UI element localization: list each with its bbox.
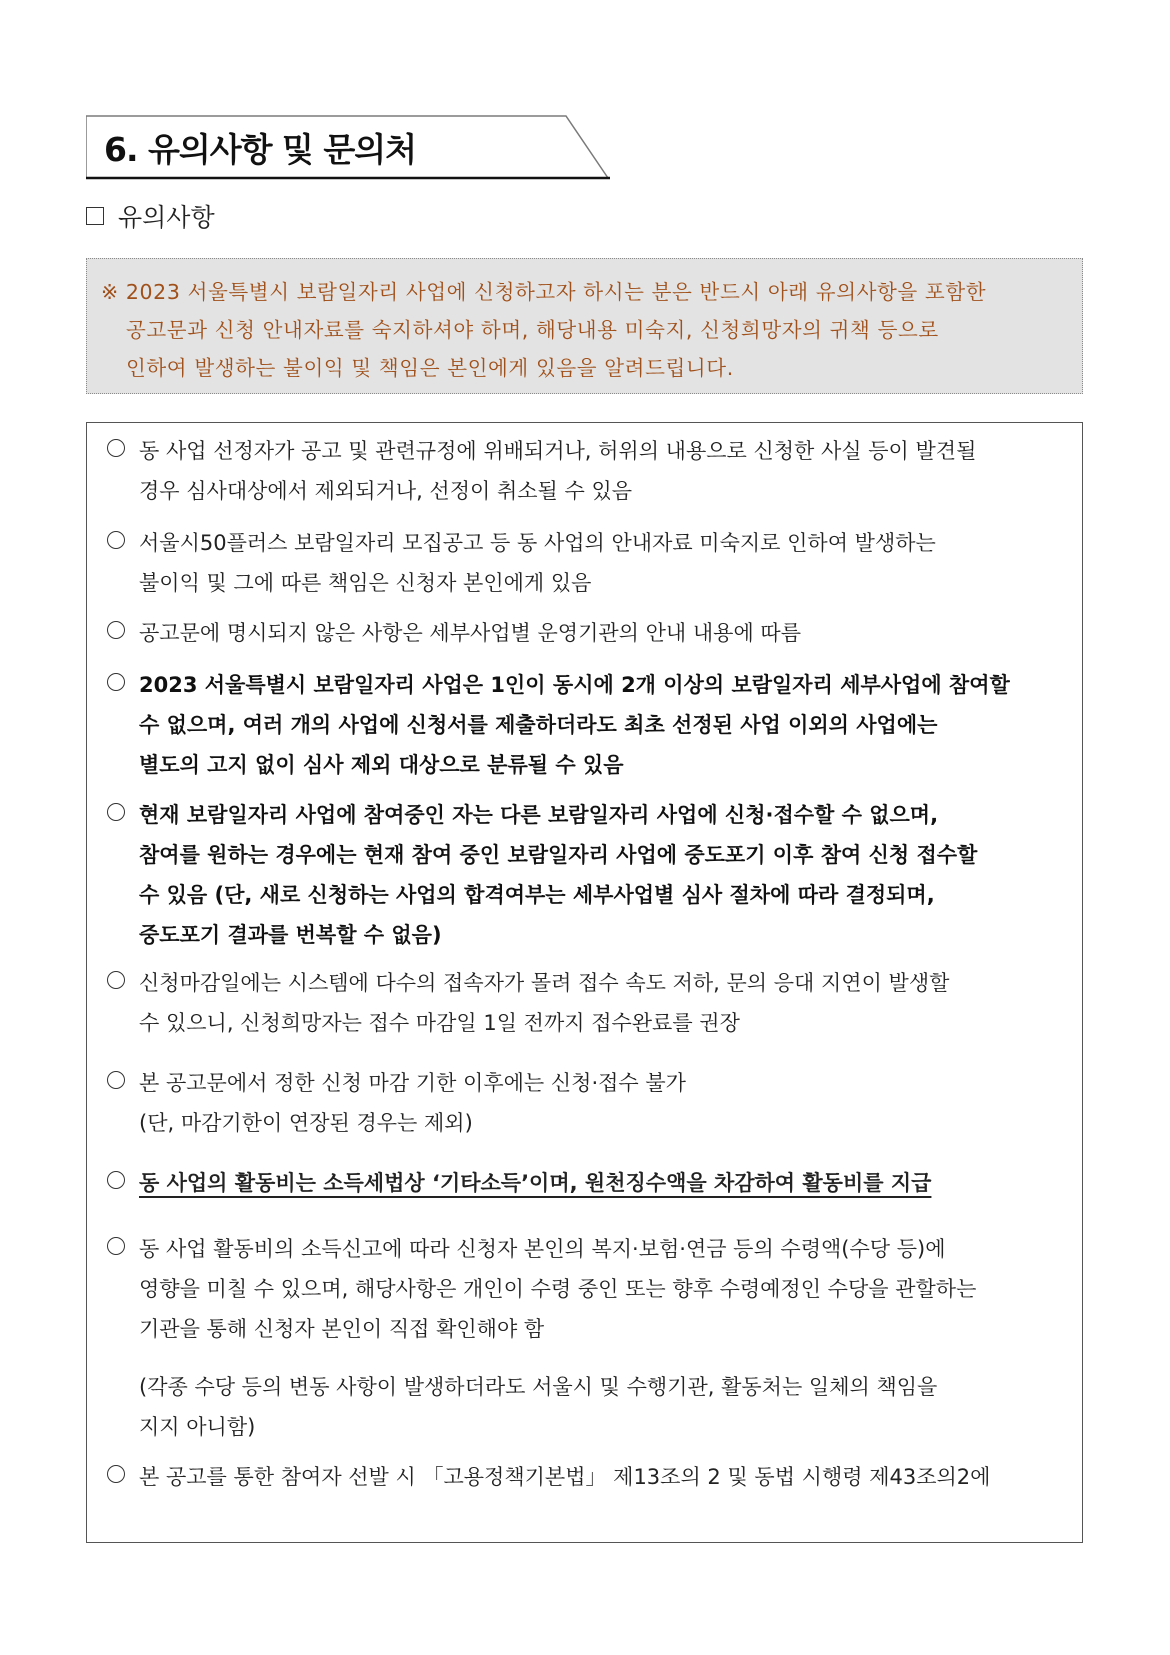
notice-line: 인하여 발생하는 불이익 및 책임은 본인에게 있음을 알려드립니다. (126, 356, 734, 380)
circle-bullet-icon (107, 439, 125, 457)
list-item-note: (각종 수당 등의 변동 사항이 발생하더라도 서울시 및 수행기관, 활동처는 일체의 책임을 지지 아니함) (139, 1375, 938, 1439)
circle-bullet-icon (107, 971, 125, 989)
circle-bullet-icon (107, 673, 125, 691)
circle-bullet-icon (107, 803, 125, 821)
notice-box (86, 258, 1083, 394)
list-item: 본 공고문에서 정한 신청 마감 기한 이후에는 신청·접수 불가 (단, 마감기한이 연장된 경우는 제외) (107, 1063, 1064, 1143)
list-item: 동 사업 선정자가 공고 및 관련규정에 위배되거나, 허위의 내용으로 신청한 사실 등이 발견될 경우 심사대상에서 제외되거나, 선정이 취소될 수 있음 (107, 431, 1064, 511)
list-item: 신청마감일에는 시스템에 다수의 접속자가 몰려 접수 속도 저하, 문의 응대 지연이 발생할 수 있으니, 신청희망자는 접수 마감일 1일 전까지 접수완료를 권장 (107, 963, 1064, 1043)
circle-bullet-icon (107, 1465, 125, 1483)
list-item: 동 사업의 활동비는 소득세법상 ‘기타소득’이며, 원천징수액을 차감하여 활동비를 지급 (107, 1163, 1064, 1203)
section-title: 6. 유의사항 및 문의처 (104, 130, 416, 169)
circle-bullet-icon (107, 1071, 125, 1089)
list-item: 2023 서울특별시 보람일자리 사업은 1인이 동시에 2개 이상의 보람일자리 세부사업에 참여할 수 없으며, 여러 개의 사업에 신청서를 제출하더라도 최초 선정된 사업 이외의 사업에는 별도의 고지 없이 심사 제외 대상으로 분류될 수 있음 (107, 665, 1064, 785)
circle-bullet-icon (107, 1237, 125, 1255)
circle-bullet-icon (107, 531, 125, 549)
section-header (86, 114, 610, 180)
notice-line: 공고문과 신청 안내자료를 숙지하셔야 하며, 해당내용 미숙지, 신청희망자의 귀책 등으로 (126, 318, 939, 342)
notice-line: ※ 2023 서울특별시 보람일자리 사업에 신청하고자 하시는 분은 반드시 아래 유의사항을 포함한 (101, 280, 987, 304)
subhead (86, 198, 215, 234)
list-item: 공고문에 명시되지 않은 사항은 세부사업별 운영기관의 안내 내용에 따름 (107, 613, 1064, 653)
subhead-label: 유의사항 (118, 203, 215, 232)
circle-bullet-icon (107, 621, 125, 639)
list-item: 본 공고를 통한 참여자 선발 시 「고용정책기본법」 제13조의 2 및 동법 시행령 제43조의2에 (107, 1457, 1064, 1497)
list-item: 동 사업 활동비의 소득신고에 따라 신청자 본인의 복지·보험·연금 등의 수령액(수당 등)에 영향을 미칠 수 있으며, 해당사항은 개인이 수령 중인 또는 향후 수령예정인 수당을 관할하는 기관을 통해 신청자 본인이 직접 확인해야 함 (107, 1229, 1064, 1349)
list-item: 서울시50플러스 보람일자리 모집공고 등 동 사업의 안내자료 미숙지로 인하여 발생하는 불이익 및 그에 따른 책임은 신청자 본인에게 있음 (107, 523, 1064, 603)
precautions-list (86, 422, 1083, 1543)
list-item: 현재 보람일자리 사업에 참여중인 자는 다른 보람일자리 사업에 신청·접수할 수 없으며, 참여를 원하는 경우에는 현재 참여 중인 보람일자리 사업에 중도포기 이후 참여 신청 접수할 수 있음 (단, 새로 신청하는 사업의 합격여부는 세부사업별 심사 절차에 따라 결정되며, 중도포기 결과를 번복할 수 없음) (107, 795, 1064, 955)
empty-square-icon (86, 207, 104, 225)
circle-bullet-icon (107, 1171, 125, 1189)
